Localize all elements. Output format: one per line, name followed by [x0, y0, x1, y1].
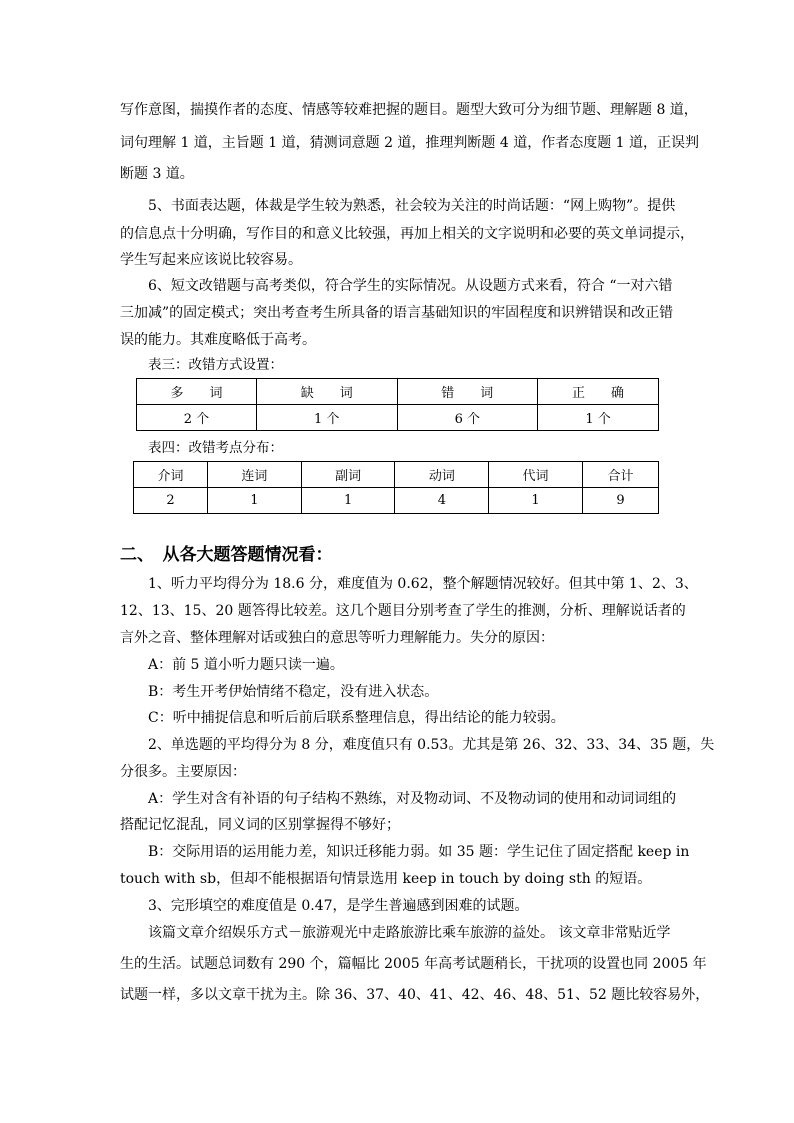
reason-line: touch with sb，但却不能根据语句情景选用 keep in touch by doing sth 的短语。: [120, 871, 652, 887]
table4-header: 连词: [208, 462, 302, 488]
table3-cell: 2 个: [137, 405, 257, 431]
table3-cell: 1 个: [538, 405, 659, 431]
table4-cell: 1: [208, 488, 302, 514]
reason-line: A：前 5 道小听力题只读一遍。: [148, 657, 344, 673]
paragraph-line: 5、书面表达题，体裁是学生较为熟悉，社会较为关注的时尚话题：“网上购物”。提供: [148, 198, 676, 214]
paragraph-line: 该篇文章介绍娱乐方式－旅游观光中走路旅游比乘车旅游的益处。 该文章非常贴近学: [148, 925, 671, 941]
table4-cell: 2: [134, 488, 208, 514]
paragraph-line: 误的能力。其难度略低于高考。: [120, 332, 316, 348]
paragraph-line: 言外之音、整体理解对话或独白的意思等听力理解能力。失分的原因：: [120, 630, 554, 646]
paragraph-line: 6、短文改错题与高考类似，符合学生的实际情况。从设题方式来看，符合 “一对六错: [148, 278, 673, 294]
table3-header: 缺 词: [256, 379, 397, 405]
paragraph-line: 3、完形填空的难度值是 0.47，是学生普遍感到困难的试题。: [148, 898, 529, 914]
table4-header: 合计: [582, 462, 658, 488]
paragraph-line: 生的生活。试题总词数有 290 个，篇幅比 2005 年高考试题稍长，干扰项的设置也同 2005 年: [120, 956, 707, 972]
reason-line: B：交际用语的运用能力差，知识迁移能力弱。如 35 题：学生记住了固定搭配 keep in: [148, 844, 690, 860]
table4-cell: 1: [301, 488, 395, 514]
table3-cell: 6 个: [397, 405, 538, 431]
reason-line: 搭配记忆混乱，同义词的区别掌握得不够好；: [120, 817, 400, 833]
paragraph-line: 词句理解 1 道，主旨题 1 道，猜测词意题 2 道，推理判断题 4 道，作者态度题 1 道，正误判: [120, 135, 700, 151]
paragraph-line: 12、13、15、20 题答得比较差。这几个题目分别考查了学生的推测，分析、理解说话者的: [120, 603, 686, 619]
table4: [133, 461, 659, 514]
table3-header: 错 词: [397, 379, 538, 405]
table4-cell: 4: [395, 488, 489, 514]
table4-header: 动词: [395, 462, 489, 488]
table3-header: 正 确: [538, 379, 659, 405]
paragraph-line: 的信息点十分明确，写作目的和意义比较强，再加上相关的文字说明和必要的英文单词提示，: [120, 226, 694, 242]
paragraph-line: 断题 3 道。: [120, 166, 194, 182]
reason-line: C：听中捕捉信息和听后前后联系整理信息，得出结论的能力较弱。: [148, 710, 565, 726]
table4-caption: 表四：改错考点分布：: [148, 440, 283, 456]
paragraph-line: 1、听力平均得分为 18.6 分，难度值为 0.62，整个解题情况较好。但其中第 1、2、3、: [148, 576, 698, 592]
table3-header: 多 词: [137, 379, 257, 405]
reason-line: A：学生对含有补语的句子结构不熟练，对及物动词、不及物动词的使用和动词词组的: [148, 791, 677, 807]
paragraph-line: 学生写起来应该说比较容易。: [120, 252, 302, 268]
section-heading: 二、 从各大题答题情况看：: [120, 545, 333, 565]
table4-header: 代词: [489, 462, 583, 488]
paragraph-line: 分很多。主要原因：: [120, 764, 246, 780]
table4-cell: 9: [582, 488, 658, 514]
paragraph-line: 三加减”的固定模式；突出考查考生所具备的语言基础知识的牢固程度和识辨错误和改正错: [120, 305, 674, 321]
table3: [136, 378, 659, 431]
table4-cell: 1: [489, 488, 583, 514]
paragraph-line: 写作意图，揣摸作者的态度、情感等较难把握的题目。题型大致可分为细节题、理解题 8 道，: [120, 102, 698, 118]
table3-cell: 1 个: [256, 405, 397, 431]
table3-caption: 表三：改错方式设置：: [148, 357, 283, 373]
paragraph-line: 试题一样，多以文章干扰为主。除 36、37、40、41、42、46、48、51、52 题比较容易外，: [120, 987, 710, 1003]
table4-header: 介词: [134, 462, 208, 488]
paragraph-line: 2、单选题的平均得分为 8 分，难度值只有 0.53。尤其是第 26、32、33、34、35 题，失: [148, 737, 715, 753]
table4-header: 副词: [301, 462, 395, 488]
reason-line: B：考生开考伊始情绪不稳定，没有进入状态。: [148, 684, 439, 700]
